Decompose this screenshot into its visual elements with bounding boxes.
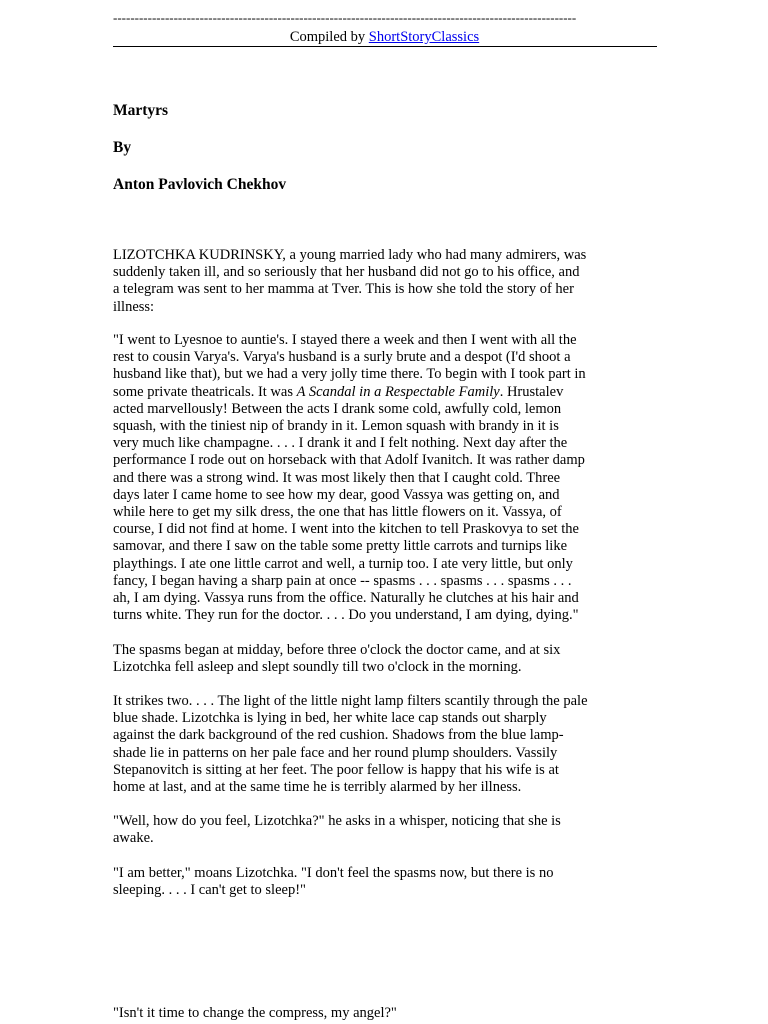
text-line-with-play-title <box>113 384 661 401</box>
header-divider <box>113 46 657 47</box>
short-story-classics-link[interactable]: ShortStoryClassics <box>368 29 480 45</box>
text-line: suddenly taken ill, and so seriously that her husband did not go to his office, and <box>113 264 580 281</box>
text-line: The spasms began at midday, before three o'clock the doctor came, and at six <box>113 642 561 658</box>
text-line: rest to cousin Varya's. Varya's husband is a surly brute and a despot (I'd shoot a <box>113 349 571 366</box>
text-line: LIZOTCHKA KUDRINSKY, a young married lady who had many admirers, was <box>113 247 587 263</box>
text-line: playthings. I ate one little carrot and well, a turnip too. I ate very little, but only <box>113 555 573 572</box>
text-line: shade lie in patterns on her pale face and her round plump shoulders. Vassily <box>113 744 558 761</box>
text-line: acted marvellously! Between the acts I drank some cold, awfully cold, lemon <box>113 400 562 417</box>
text-line: illness: <box>113 298 155 315</box>
play-title: A Scandal in a Respectable Family <box>296 383 500 400</box>
text-line: squash, with the tiniest nip of brandy in it. Lemon squash with brandy in it is <box>113 418 559 435</box>
text-line: "I am better," moans Lizotchka. "I don't feel the spasms now, but there is no <box>113 865 554 881</box>
text-line: blue shade. Lizotchka is lying in bed, her white lace cap stands out sharply <box>113 710 547 727</box>
text-line: very much like champagne. . . . I drank it and I felt nothing. Next day after the <box>113 435 568 452</box>
text-line: and there was a strong wind. It was most likely then that I caught cold. Three <box>113 469 561 486</box>
by-label: By <box>113 139 132 156</box>
text-line: Lizotchka fell asleep and slept soundly till two o'clock in the morning. <box>113 659 522 676</box>
text-line: samovar, and there I saw on the table some pretty little carrots and turnips like <box>113 538 568 555</box>
text-line: while here to get my silk dress, the one that has little flowers on it. Vassya, of <box>113 504 562 521</box>
text-line: It strikes two. . . . The light of the little night lamp filters scantily through the pale <box>113 693 588 709</box>
text-line: turns white. They run for the doctor. . . . Do you understand, I am dying, dying." <box>113 607 579 624</box>
compiled-by-line <box>113 29 656 46</box>
paragraph-5 <box>113 813 661 847</box>
text-line: husband like that), but we had a very jolly time there. To begin with I took part in <box>113 366 586 383</box>
header-dash-rule: ----------------------------------------------------------------------------------------------------------- <box>113 10 577 25</box>
author-name: Anton Pavlovich Chekhov <box>113 176 287 193</box>
text-line: sleeping. . . . I can't get to sleep!" <box>113 882 306 899</box>
text-line: fancy, I began having a sharp pain at once -- spasms . . . spasms . . . spasms . . . <box>113 572 572 589</box>
paragraph-3 <box>113 642 661 676</box>
text-line: days later I came home to see how my dear, good Vassya was getting on, and <box>113 486 560 503</box>
paragraph-7 <box>113 1005 661 1022</box>
text-line: a telegram was sent to her mamma at Tver. This is how she told the story of her <box>113 281 574 298</box>
story-title: Martyrs <box>113 102 169 119</box>
compiled-by-text: Compiled by <box>289 29 369 45</box>
text-line: performance I rode out on horseback with that Adolf Ivanitch. It was rather damp <box>113 452 585 469</box>
text-line: ah, I am dying. Vassya runs from the office. Naturally he clutches at his hair and <box>113 590 579 607</box>
paragraph-2 <box>113 332 661 624</box>
text-run: . Hrustalev <box>499 383 564 400</box>
paragraph-6 <box>113 865 661 899</box>
paragraph-1 <box>113 247 661 316</box>
text-line: awake. <box>113 830 154 847</box>
text-line: Stepanovitch is sitting at her feet. The poor fellow is happy that his wife is at <box>113 761 559 778</box>
text-line: "I went to Lyesnoe to auntie's. I stayed there a week and then I went with all the <box>113 332 577 348</box>
text-line: "Isn't it time to change the compress, my angel?" <box>113 1005 397 1021</box>
text-line: against the dark background of the red cushion. Shadows from the blue lamp- <box>113 727 564 744</box>
text-line: "Well, how do you feel, Lizotchka?" he asks in a whisper, noticing that she is <box>113 813 561 829</box>
text-line: home at last, and at the same time he is terribly alarmed by her illness. <box>113 779 522 796</box>
text-run: some private theatricals. It was <box>113 383 297 400</box>
paragraph-4 <box>113 693 661 796</box>
text-line: course, I did not find at home. I went into the kitchen to tell Praskovya to set the <box>113 521 579 538</box>
